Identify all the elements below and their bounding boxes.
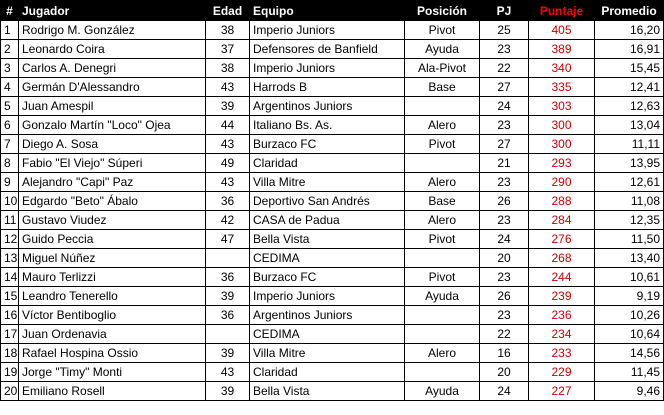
cell-posicion: Alero [405,211,480,230]
cell-edad: 47 [206,230,250,249]
header-jugador: Jugador [19,1,206,21]
cell-equipo: Bella Vista [250,382,405,401]
cell-promedio: 11,50 [595,230,664,249]
cell-pj: 22 [480,59,529,78]
cell-posicion: Pivot [405,21,480,40]
cell-posicion: Base [405,78,480,97]
cell-pj: 21 [480,154,529,173]
cell-jugador: Fabio "El Viejo" Súperi [19,154,206,173]
cell-num: 12 [1,230,19,249]
cell-promedio: 13,04 [595,116,664,135]
cell-promedio: 10,64 [595,325,664,344]
cell-num: 8 [1,154,19,173]
cell-pj: 24 [480,382,529,401]
header-edad: Edad [206,1,250,21]
cell-jugador: Gonzalo Martín "Loco" Ojea [19,116,206,135]
cell-num: 15 [1,287,19,306]
cell-jugador: Mauro Terlizzi [19,268,206,287]
table-row [1,154,664,173]
table-row [1,21,664,40]
cell-num: 5 [1,97,19,116]
table-row [1,173,664,192]
cell-promedio: 16,20 [595,21,664,40]
table-row [1,40,664,59]
cell-promedio: 11,08 [595,192,664,211]
cell-edad: 36 [206,268,250,287]
cell-num: 11 [1,211,19,230]
cell-puntaje: 290 [529,173,595,192]
header-posicion: Posición [405,1,480,21]
cell-posicion: Base [405,192,480,211]
cell-pj: 26 [480,287,529,306]
cell-equipo: Claridad [250,154,405,173]
cell-equipo: Defensores de Banfield [250,40,405,59]
cell-edad: 37 [206,40,250,59]
cell-puntaje: 303 [529,97,595,116]
cell-puntaje: 288 [529,192,595,211]
cell-posicion: Alero [405,116,480,135]
table-row [1,363,664,382]
cell-posicion: Ayuda [405,382,480,401]
cell-num: 9 [1,173,19,192]
cell-pj: 24 [480,230,529,249]
header-puntaje: Puntaje [529,1,595,21]
cell-edad: 43 [206,135,250,154]
cell-posicion: Alero [405,344,480,363]
cell-num: 14 [1,268,19,287]
cell-equipo: Harrods B [250,78,405,97]
cell-jugador: Rafael Hospina Ossio [19,344,206,363]
cell-num: 6 [1,116,19,135]
header-num: # [1,1,19,21]
cell-jugador: Jorge "Timy" Monti [19,363,206,382]
cell-pj: 27 [480,135,529,154]
cell-puntaje: 300 [529,116,595,135]
cell-equipo: Claridad [250,363,405,382]
header-equipo: Equipo [250,1,405,21]
cell-promedio: 9,19 [595,287,664,306]
table-row [1,268,664,287]
cell-pj: 23 [480,40,529,59]
table-row [1,59,664,78]
cell-jugador: Leonardo Coira [19,40,206,59]
cell-posicion: Alero [405,173,480,192]
table-row [1,382,664,401]
cell-num: 1 [1,21,19,40]
cell-jugador: Gustavo Viudez [19,211,206,230]
cell-equipo: CEDIMA [250,249,405,268]
cell-posicion [405,325,480,344]
cell-promedio: 13,40 [595,249,664,268]
cell-promedio: 12,61 [595,173,664,192]
cell-promedio: 16,91 [595,40,664,59]
cell-num: 4 [1,78,19,97]
table-row [1,192,664,211]
cell-num: 7 [1,135,19,154]
cell-puntaje: 340 [529,59,595,78]
cell-puntaje: 284 [529,211,595,230]
cell-posicion [405,363,480,382]
cell-posicion: Pivot [405,135,480,154]
cell-edad: 43 [206,173,250,192]
cell-puntaje: 300 [529,135,595,154]
header-promedio: Promedio [595,1,664,21]
cell-edad: 39 [206,382,250,401]
cell-equipo: Imperio Juniors [250,287,405,306]
cell-num: 16 [1,306,19,325]
cell-jugador: Guido Peccia [19,230,206,249]
cell-promedio: 11,11 [595,135,664,154]
cell-num: 18 [1,344,19,363]
cell-pj: 23 [480,173,529,192]
cell-edad: 42 [206,211,250,230]
header-pj: PJ [480,1,529,21]
cell-equipo: Argentinos Juniors [250,97,405,116]
cell-edad: 38 [206,21,250,40]
table-row [1,344,664,363]
cell-edad: 38 [206,59,250,78]
cell-equipo: Bella Vista [250,230,405,249]
cell-jugador: Alejandro "Capi" Paz [19,173,206,192]
cell-edad [206,325,250,344]
table-row [1,325,664,344]
cell-edad: 43 [206,78,250,97]
cell-num: 19 [1,363,19,382]
table-row [1,230,664,249]
cell-num: 13 [1,249,19,268]
cell-promedio: 12,35 [595,211,664,230]
cell-equipo: Villa Mitre [250,173,405,192]
cell-promedio: 13,95 [595,154,664,173]
cell-puntaje: 229 [529,363,595,382]
cell-promedio: 14,56 [595,344,664,363]
cell-jugador: Carlos A. Denegri [19,59,206,78]
cell-posicion: Pivot [405,230,480,249]
cell-posicion [405,306,480,325]
cell-pj: 23 [480,116,529,135]
cell-pj: 20 [480,363,529,382]
cell-pj: 23 [480,268,529,287]
cell-promedio: 12,63 [595,97,664,116]
cell-equipo: CEDIMA [250,325,405,344]
cell-posicion: Pivot [405,268,480,287]
cell-puntaje: 227 [529,382,595,401]
table-row [1,306,664,325]
table-row [1,249,664,268]
cell-edad: 43 [206,363,250,382]
cell-edad [206,249,250,268]
cell-pj: 23 [480,211,529,230]
table-row [1,135,664,154]
cell-puntaje: 276 [529,230,595,249]
cell-puntaje: 233 [529,344,595,363]
table-body [1,21,664,401]
cell-jugador: Leandro Tenerello [19,287,206,306]
cell-jugador: Rodrigo M. González [19,21,206,40]
table-row [1,97,664,116]
cell-promedio: 15,45 [595,59,664,78]
cell-jugador: Edgardo "Beto" Ábalo [19,192,206,211]
cell-pj: 25 [480,21,529,40]
table-row [1,287,664,306]
cell-num: 17 [1,325,19,344]
cell-posicion [405,97,480,116]
cell-edad: 39 [206,97,250,116]
cell-promedio: 9,46 [595,382,664,401]
table-row [1,78,664,97]
cell-num: 10 [1,192,19,211]
cell-puntaje: 244 [529,268,595,287]
cell-jugador: Víctor Bentiboglio [19,306,206,325]
cell-puntaje: 335 [529,78,595,97]
cell-pj: 26 [480,192,529,211]
cell-edad: 39 [206,287,250,306]
cell-edad: 49 [206,154,250,173]
cell-promedio: 12,41 [595,78,664,97]
cell-posicion: Ayuda [405,40,480,59]
cell-pj: 16 [480,344,529,363]
cell-jugador: Germán D'Alessandro [19,78,206,97]
cell-edad: 39 [206,344,250,363]
cell-puntaje: 234 [529,325,595,344]
cell-pj: 20 [480,249,529,268]
cell-equipo: Italiano Bs. As. [250,116,405,135]
cell-equipo: Burzaco FC [250,135,405,154]
cell-num: 3 [1,59,19,78]
cell-posicion [405,154,480,173]
cell-equipo: Burzaco FC [250,268,405,287]
cell-puntaje: 268 [529,249,595,268]
cell-promedio: 11,45 [595,363,664,382]
cell-pj: 24 [480,97,529,116]
cell-puntaje: 405 [529,21,595,40]
cell-equipo: Deportivo San Andrés [250,192,405,211]
cell-puntaje: 389 [529,40,595,59]
cell-equipo: Imperio Juniors [250,21,405,40]
cell-equipo: CASA de Padua [250,211,405,230]
cell-jugador: Juan Ordenavia [19,325,206,344]
cell-jugador: Emiliano Rosell [19,382,206,401]
table-row [1,116,664,135]
cell-puntaje: 236 [529,306,595,325]
cell-puntaje: 239 [529,287,595,306]
cell-equipo: Argentinos Juniors [250,306,405,325]
cell-edad: 44 [206,116,250,135]
cell-equipo: Imperio Juniors [250,59,405,78]
cell-pj: 23 [480,306,529,325]
table-row [1,211,664,230]
cell-jugador: Miguel Núñez [19,249,206,268]
header-row [1,1,664,21]
cell-pj: 27 [480,78,529,97]
cell-pj: 22 [480,325,529,344]
cell-promedio: 10,61 [595,268,664,287]
cell-posicion [405,249,480,268]
cell-jugador: Juan Amespil [19,97,206,116]
cell-edad: 36 [206,192,250,211]
cell-num: 2 [1,40,19,59]
cell-puntaje: 293 [529,154,595,173]
cell-equipo: Villa Mitre [250,344,405,363]
cell-edad: 36 [206,306,250,325]
cell-posicion: Ayuda [405,287,480,306]
cell-jugador: Diego A. Sosa [19,135,206,154]
cell-posicion: Ala-Pivot [405,59,480,78]
cell-num: 20 [1,382,19,401]
cell-promedio: 10,26 [595,306,664,325]
